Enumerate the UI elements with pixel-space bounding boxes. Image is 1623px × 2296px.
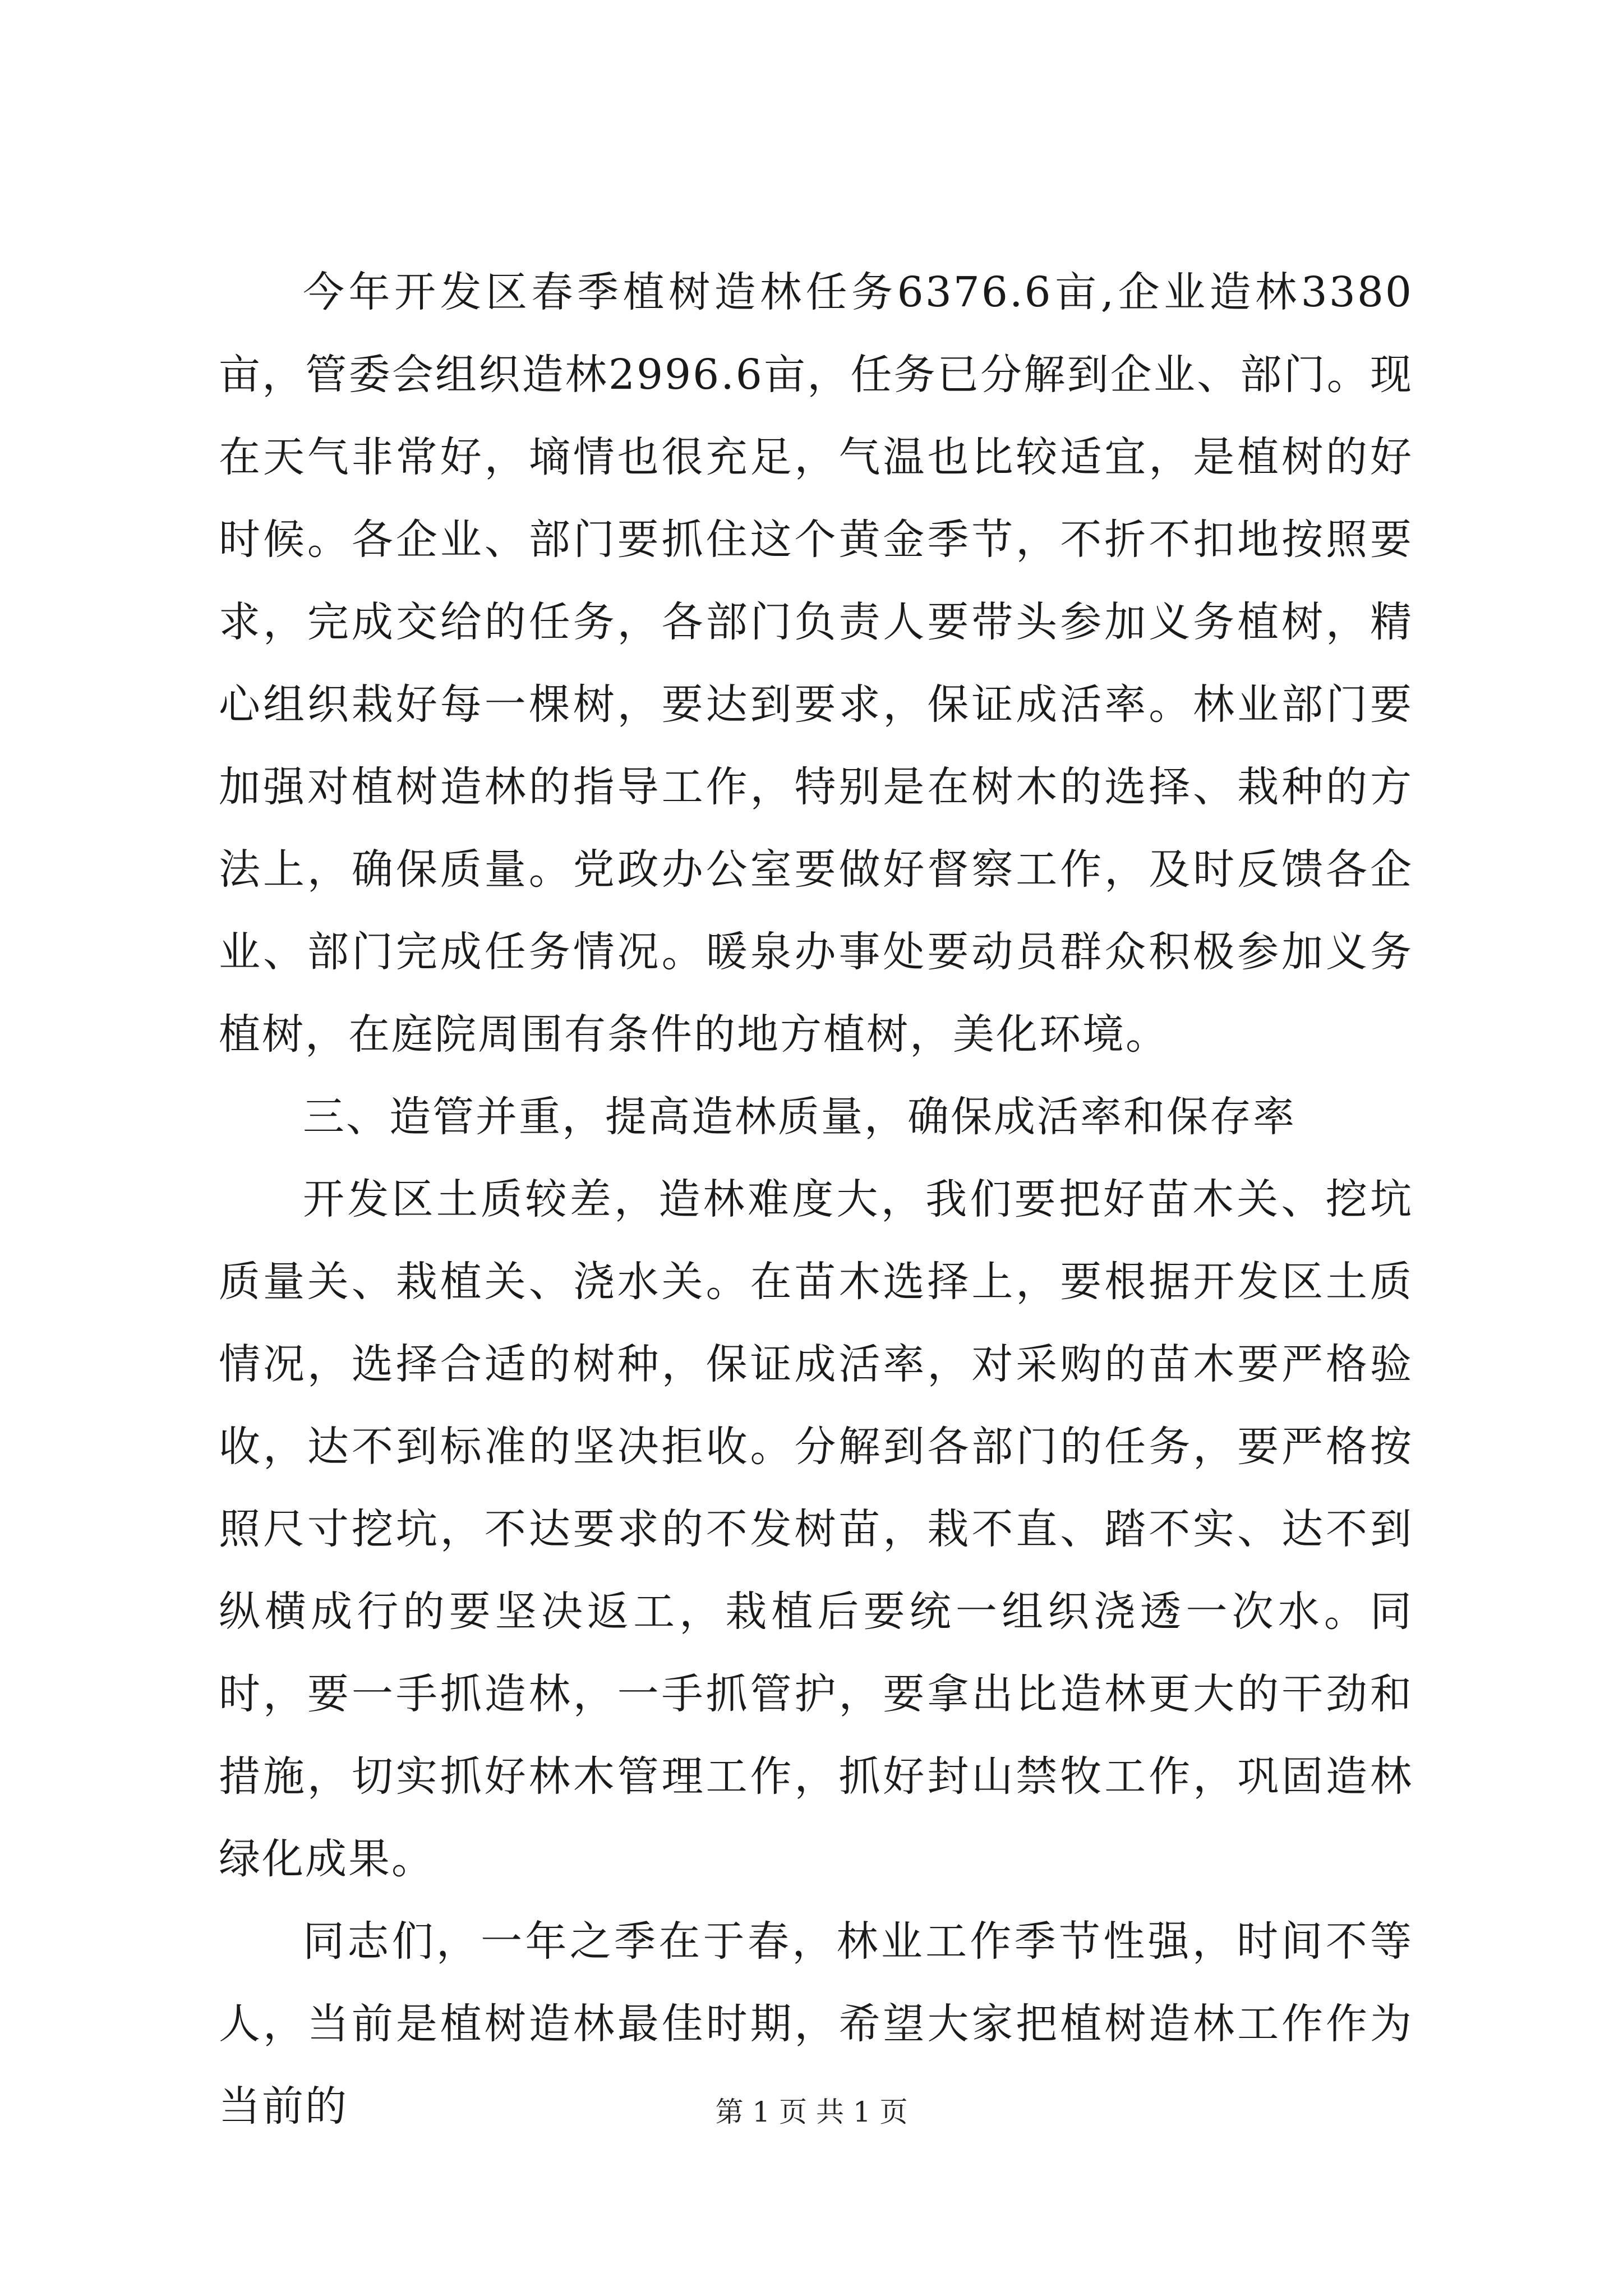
section-heading-three: 三、造管并重，提高造林质量，确保成活率和保存率 [303,1093,1296,1141]
page-footer: 第 1 页 共 1 页 [715,2096,908,2128]
document-body [219,251,1413,2148]
paragraph-closing-appeal: 同志们，一年之季在于春，林业工作季节性强，时间不等人，当前是植树造林最佳时期，希望大家把植树造林工作作为当前的 [219,1917,1413,2131]
paragraph-tree-planting-task: 今年开发区春季植树造林任务6376.6亩,企业造林3380亩，管委会组织造林2996.6亩，任务已分解到企业、部门。现在天气非常好，墒情也很充足，气温也比较适宜，是植树的好时候。各企业、部门要抓住这个黄金季节，不折不扣地按照要求，完成交给的任务，各部门负责人要带头参加义务植树，精心组织栽好每一棵树，要达到要求，保证成活率。林业部门要加强对植树造林的指导工作，特别是在树木的选择、栽种的方法上，确保质量。党政办公室要做好督察工作，及时反馈各企业、部门完成任务情况。暖泉办事处要动员群众积极参加义务植树，在庭院周围有条件的地方植树，美化环境。 [219,268,1413,1059]
paragraph-afforestation-quality: 开发区土质较差，造林难度大，我们要把好苗木关、挖坑质量关、栽植关、浇水关。在苗木选择上，要根据开发区土质情况，选择合适的树种，保证成活率，对采购的苗木要严格验收，达不到标准的坚决拒收。分解到各部门的任务，要严格按照尺寸挖坑，不达要求的不发树苗，栽不直、踏不实、达不到纵横成行的要坚决返工，栽植后要统一组织浇透一次水。同时，要一手抓造林，一手抓管护，要拿出比造林更大的干劲和措施，切实抓好林木管理工作，抓好封山禁牧工作，巩固造林绿化成果。 [219,1175,1413,1883]
